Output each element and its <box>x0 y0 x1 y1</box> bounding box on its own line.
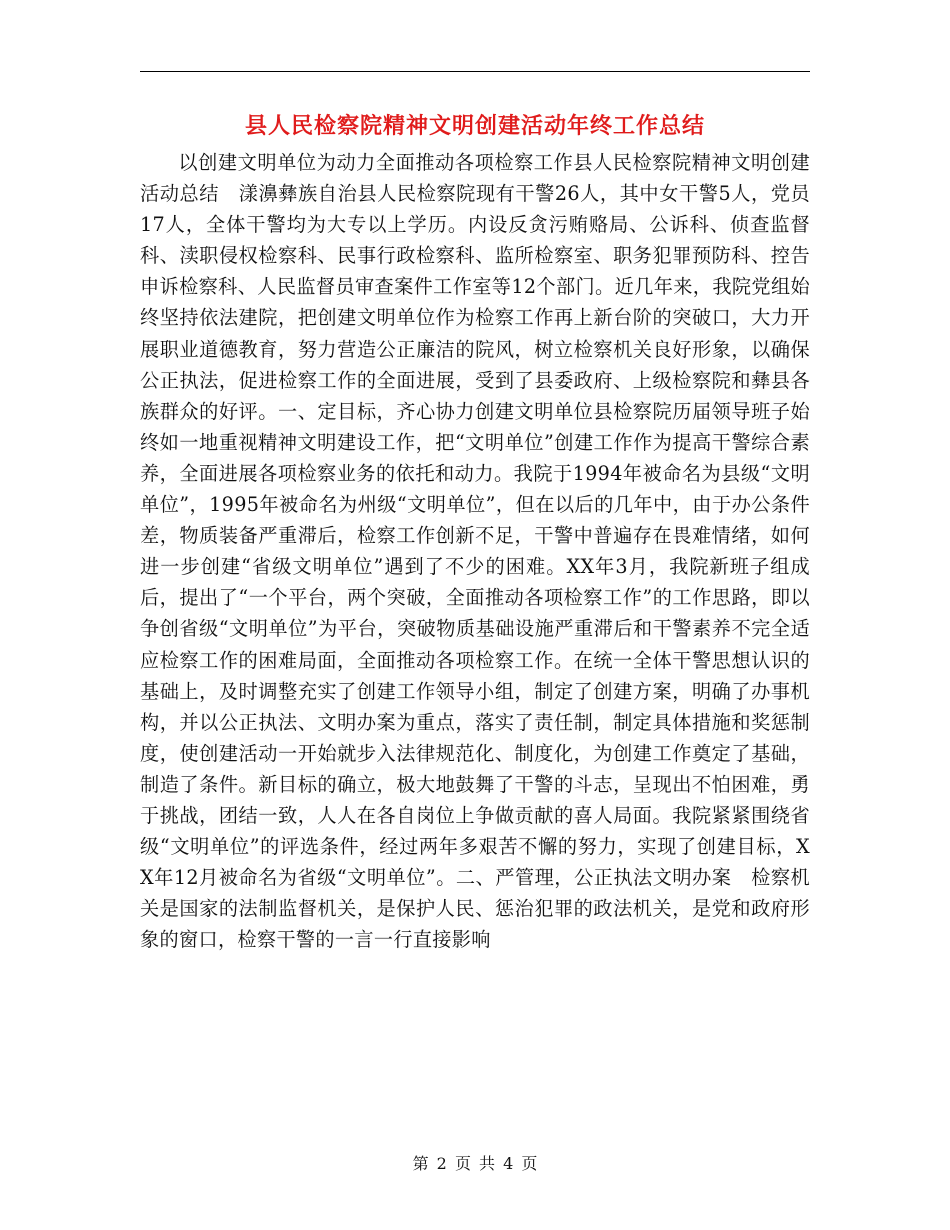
header-rule <box>140 71 810 72</box>
document-body: 以创建文明单位为动力全面推动各项检察工作县人民检察院精神文明创建活动总结 漾濞彝族自治县人民检察院现有干警26人，其中女干警5人，党员17人，全体干警均为大专以上学历。内设反贪污贿赂局、公诉科、侦查监督科、渎职侵权检察科、民事行政检察科、监所检察室、职务犯罪预防科、控告申诉检察科、人民监督员审查案件工作室等12个部门。近几年来，我院党组始终坚持依法建院，把创建文明单位作为检察工作再上新台阶的突破口，大力开展职业道德教育，努力营造公正廉洁的院风，树立检察机关良好形象，以确保公正执法，促进检察工作的全面进展，受到了县委政府、上级检察院和彝县各族群众的好评。一、定目标，齐心协力创建文明单位县检察院历届领导班子始终如一地重视精神文明建设工作，把“文明单位”创建工作作为提高干警综合素养，全面进展各项检察业务的依托和动力。我院于1994年被命名为县级“文明单位”，1995年被命名为州级“文明单位”，但在以后的几年中，由于办公条件差，物质装备严重滞后，检察工作创新不足，干警中普遍存在畏难情绪，如何进一步创建“省级文明单位”遇到了不少的困难。XX年3月，我院新班子组成后，提出了“一个平台，两个突破，全面推动各项检察工作”的工作思路，即以争创省级“文明单位”为平台，突破物质基础设施严重滞后和干警素养不完全适应检察工作的困难局面，全面推动各项检察工作。在统一全体干警思想认识的基础上，及时调整充实了创建工作领导小组，制定了创建方案，明确了办事机构，并以公正执法、文明办案为重点，落实了责任制，制定具体措施和奖惩制度，使创建活动一开始就步入法律规范化、制度化，为创建工作奠定了基础，制造了条件。新目标的确立，极大地鼓舞了干警的斗志，呈现出不怕困难，勇于挑战，团结一致，人人在各自岗位上争做贡献的喜人局面。我院紧紧围绕省级“文明单位”的评选条件，经过两年多艰苦不懈的努力，实现了创建目标，XX年12月被命名为省级“文明单位”。二、严管理，公正执法文明办案 检察机关是国家的法制监督机关，是保护人民、惩治犯罪的政法机关，是党和政府形象的窗口，检察干警的一言一行直接影响 <box>140 151 810 952</box>
page-number: 第 2 页 共 4 页 <box>412 1154 538 1173</box>
document-title: 县人民检察院精神文明创建活动年终工作总结 <box>244 113 705 139</box>
